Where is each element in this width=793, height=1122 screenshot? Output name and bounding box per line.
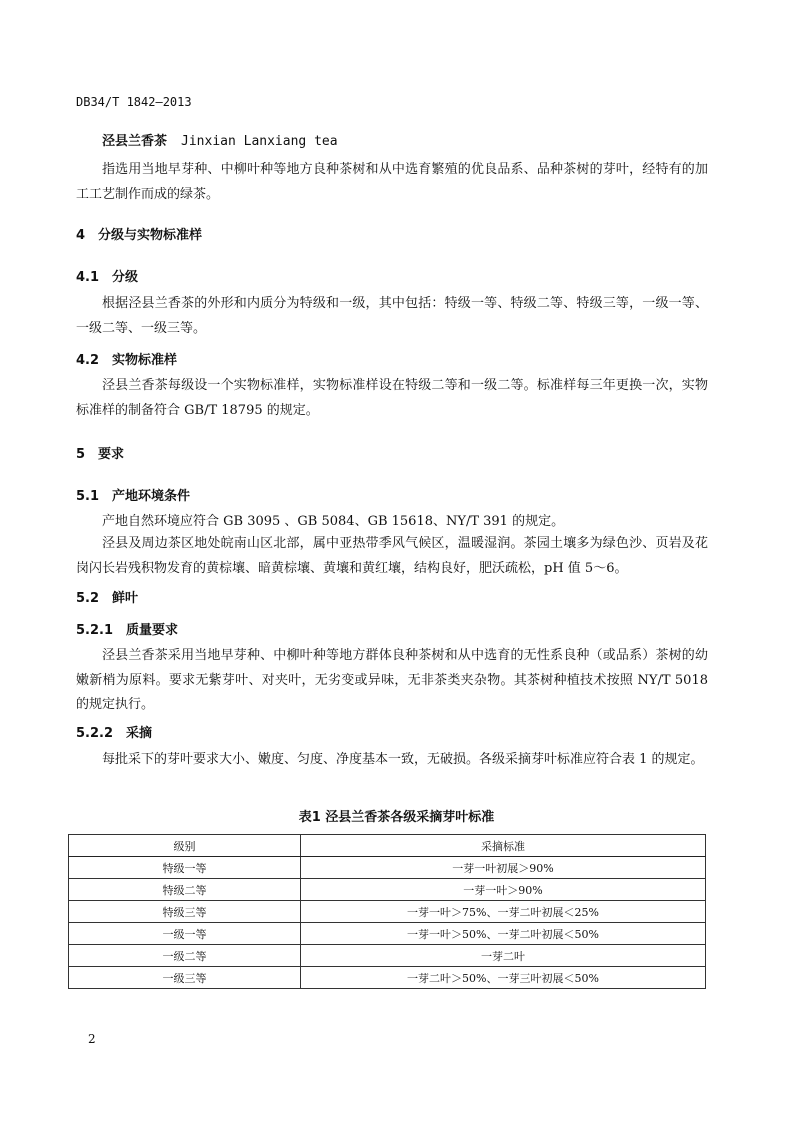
page-number: 2 xyxy=(88,1032,96,1046)
standard-cell: 一芽一叶＞75%、一芽二叶初展＜25% xyxy=(301,901,706,923)
term-heading xyxy=(102,130,338,149)
term-definition: 指选用当地早芽种、中柳叶种等地方良种茶树和从中选育繁殖的优良品系、品种茶树的芽叶，经特有的加工工艺制作而成的绿茶。 xyxy=(76,162,708,202)
section-number: 5 xyxy=(76,447,86,462)
table-row xyxy=(69,901,706,923)
section-5-2-1-text: 泾县兰香茶采用当地早芽种、中柳叶种等地方群体良种茶树和从中选育的无性系良种（或品系）茶树的幼嫩新梢为原料。要求无紫芽叶、对夹叶，无劣变或异味，无非茶类夹杂物。其茶树种植技术按照 NY/T 5018 的规定执行。 xyxy=(76,648,708,712)
column-header-standard: 采摘标准 xyxy=(301,835,706,857)
table-row xyxy=(69,967,706,989)
picking-standard-table xyxy=(68,834,706,989)
grade-cell: 特级三等 xyxy=(69,901,301,923)
section-number: 4.1 xyxy=(76,270,100,285)
section-title: 实物标准样 xyxy=(112,353,178,368)
section-title: 质量要求 xyxy=(126,623,179,638)
standard-cell: 一芽二叶＞50%、一芽三叶初展＜50% xyxy=(301,967,706,989)
table-row xyxy=(69,857,706,879)
section-4-1-text: 根据泾县兰香茶的外形和内质分为特级和一级，其中包括：特级一等、特级二等、特级三等，一级一等、一级二等、一级三等。 xyxy=(76,296,708,336)
section-5-1-text-1: 产地自然环境应符合 GB 3095 、GB 5084、GB 15618、NY/T 391 的规定。 xyxy=(102,514,565,529)
grade-cell: 特级二等 xyxy=(69,879,301,901)
standard-cell: 一芽一叶＞90% xyxy=(301,879,706,901)
table-row xyxy=(69,879,706,901)
section-number: 5.2 xyxy=(76,591,100,606)
grade-cell: 一级一等 xyxy=(69,923,301,945)
section-5-2-2-heading xyxy=(76,722,152,741)
grade-cell: 特级一等 xyxy=(69,857,301,879)
grade-cell: 一级三等 xyxy=(69,967,301,989)
section-5-1-heading xyxy=(76,485,190,504)
table-header-row xyxy=(69,835,706,857)
section-title: 要求 xyxy=(98,447,125,462)
standard-cell: 一芽一叶初展＞90% xyxy=(301,857,706,879)
section-4-heading xyxy=(76,224,202,243)
section-5-1-text-2: 泾县及周边茶区地处皖南山区北部，属中亚热带季风气候区，温暖湿润。茶园土壤多为绿色沙、页岩及花岗闪长岩残积物发育的黄棕壤、暗黄棕壤、黄壤和黄红壤，结构良好，肥沃疏松，pH 值 5～6。 xyxy=(76,536,708,576)
section-5-2-1-heading xyxy=(76,619,178,638)
section-number: 4.2 xyxy=(76,353,100,368)
section-title: 产地环境条件 xyxy=(112,489,191,504)
section-number: 5.2.1 xyxy=(76,623,114,638)
section-4-2-text: 泾县兰香茶每级设一个实物标准样，实物标准样设在特级二等和一级二等。标准样每三年更换一次，实物标准样的制备符合 GB/T 18795 的规定。 xyxy=(76,378,708,418)
standard-cell: 一芽一叶＞50%、一芽二叶初展＜50% xyxy=(301,923,706,945)
term-zh: 泾县兰香茶 xyxy=(102,134,168,149)
section-title: 分级与实物标准样 xyxy=(98,228,203,243)
table-caption: 表1 泾县兰香茶各级采摘芽叶标准 xyxy=(298,810,495,825)
section-5-2-heading xyxy=(76,587,138,606)
section-title: 分级 xyxy=(112,270,139,285)
column-header-grade: 级别 xyxy=(69,835,301,857)
section-title: 采摘 xyxy=(126,726,153,741)
section-number: 5.2.2 xyxy=(76,726,114,741)
term-en: Jinxian Lanxiang tea xyxy=(181,134,338,149)
section-5-heading xyxy=(76,443,124,462)
standard-cell: 一芽二叶 xyxy=(301,945,706,967)
grade-cell: 一级二等 xyxy=(69,945,301,967)
table-row xyxy=(69,945,706,967)
section-number: 5.1 xyxy=(76,489,100,504)
section-4-2-heading xyxy=(76,349,177,368)
standard-number-header: DB34/T 1842—2013 xyxy=(76,95,192,109)
table-row xyxy=(69,923,706,945)
section-4-1-heading xyxy=(76,266,138,285)
section-number: 4 xyxy=(76,228,86,243)
section-title: 鲜叶 xyxy=(112,591,139,606)
section-5-2-2-text: 每批采下的芽叶要求大小、嫩度、匀度、净度基本一致，无破损。各级采摘芽叶标准应符合表 1 的规定。 xyxy=(102,752,704,767)
